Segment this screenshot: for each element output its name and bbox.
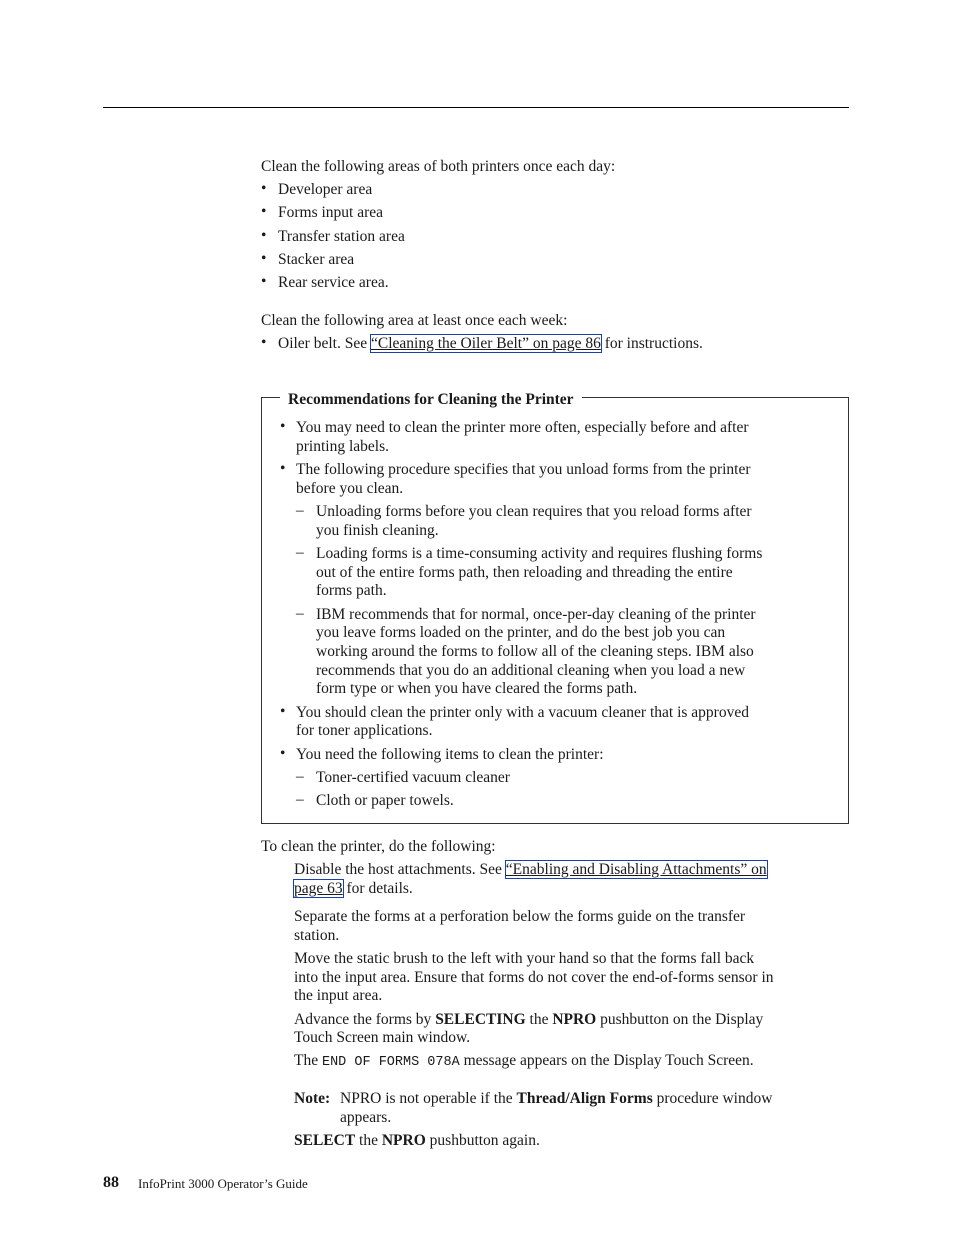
- bullet-icon: •: [261, 227, 267, 244]
- oiler-belt-link[interactable]: “Cleaning the Oiler Belt” on page 86: [370, 335, 601, 352]
- step-5: SELECT the NPRO pushbutton again.: [294, 1132, 540, 1149]
- rec-line: form type or when you have cleared the forms path.: [316, 680, 638, 697]
- bullet-icon: •: [261, 250, 267, 267]
- list-item: Transfer station area: [278, 228, 405, 245]
- bullet-icon: •: [280, 460, 286, 477]
- step-3-cont: into the input area. Ensure that forms do not cover the end-of-forms sensor in: [294, 969, 774, 986]
- book-title: InfoPrint 3000 Operator’s Guide: [138, 1176, 308, 1191]
- note-text-cont: appears.: [340, 1109, 392, 1126]
- note-text: NPRO is not operable if the Thread/Align Forms procedure window: [340, 1090, 773, 1107]
- dash-icon: –: [296, 544, 304, 561]
- daily-lead: Clean the following areas of both printers once each day:: [261, 158, 616, 175]
- rec-line: Loading forms is a time-consuming activity and requires flushing forms: [316, 545, 763, 562]
- page-number: 88: [103, 1174, 119, 1191]
- rec-line: before you clean.: [296, 480, 404, 497]
- dash-icon: –: [296, 791, 304, 808]
- bullet-icon: •: [261, 334, 267, 351]
- list-item: Forms input area: [278, 204, 384, 221]
- dash-icon: –: [296, 768, 304, 785]
- rec-line: Toner-certified vacuum cleaner: [316, 769, 510, 786]
- list-item: Developer area: [278, 181, 373, 198]
- step-3-cont: the input area.: [294, 987, 383, 1004]
- dash-icon: –: [296, 605, 304, 622]
- bullet-icon: •: [261, 180, 267, 197]
- bullet-icon: •: [261, 273, 267, 290]
- step-1: Disable the host attachments. See “Enabling and Disabling Attachments” on: [294, 861, 767, 878]
- rec-line: you finish cleaning.: [316, 522, 439, 539]
- attachments-link[interactable]: “Enabling and Disabling Attachments” on: [505, 861, 767, 878]
- rec-line: out of the entire forms path, then reloading and threading the entire: [316, 564, 733, 581]
- list-item: Oiler belt. See “Cleaning the Oiler Belt” on page 86 for instructions.: [278, 335, 703, 352]
- rec-line: you leave forms loaded on the printer, and do the best job you can: [316, 624, 726, 641]
- recommendations-title: Recommendations for Cleaning the Printer: [280, 390, 582, 409]
- bullet-icon: •: [280, 745, 286, 762]
- step-2-cont: station.: [294, 927, 340, 944]
- dash-icon: –: [296, 502, 304, 519]
- rec-line: printing labels.: [296, 438, 389, 455]
- bullet-icon: •: [261, 203, 267, 220]
- rec-line: IBM recommends that for normal, once-per-day cleaning of the printer: [316, 606, 756, 623]
- rec-line: You need the following items to clean the printer:: [296, 746, 604, 763]
- note-label: Note:: [294, 1090, 331, 1107]
- step-4: Advance the forms by SELECTING the NPRO pushbutton on the Display: [294, 1011, 764, 1028]
- message-code: END OF FORMS 078A: [321, 1055, 460, 1070]
- rec-line: for toner applications.: [296, 722, 433, 739]
- procedure-lead: To clean the printer, do the following:: [261, 838, 496, 855]
- list-item: Stacker area: [278, 251, 355, 268]
- step-1-cont: page 63 for details.: [294, 880, 413, 897]
- rec-line: working around the forms to follow all of the cleaning steps. IBM also: [316, 643, 754, 660]
- rec-line: Unloading forms before you clean requires that you reload forms after: [316, 503, 752, 520]
- step-3: Move the static brush to the left with your hand so that the forms fall back: [294, 950, 755, 967]
- step-4-cont: Touch Screen main window.: [294, 1029, 471, 1046]
- rec-line: Cloth or paper towels.: [316, 792, 454, 809]
- list-item: Rear service area.: [278, 274, 389, 291]
- attachments-link-page[interactable]: page 63: [294, 880, 343, 897]
- rec-line: forms path.: [316, 582, 387, 599]
- bullet-icon: •: [280, 703, 286, 720]
- header-rule: [103, 107, 849, 108]
- step-2: Separate the forms at a perforation below the forms guide on the transfer: [294, 908, 746, 925]
- rec-line: You may need to clean the printer more often, especially before and after: [296, 419, 749, 436]
- step-4-result: The END OF FORMS 078A message appears on the Display Touch Screen.: [294, 1052, 754, 1070]
- rec-line: The following procedure specifies that you unload forms from the printer: [296, 461, 751, 478]
- bullet-icon: •: [280, 418, 286, 435]
- rec-line: recommends that you do an additional cleaning when you load a new: [316, 662, 746, 679]
- rec-line: You should clean the printer only with a vacuum cleaner that is approved: [296, 704, 749, 721]
- weekly-lead: Clean the following area at least once each week:: [261, 312, 568, 329]
